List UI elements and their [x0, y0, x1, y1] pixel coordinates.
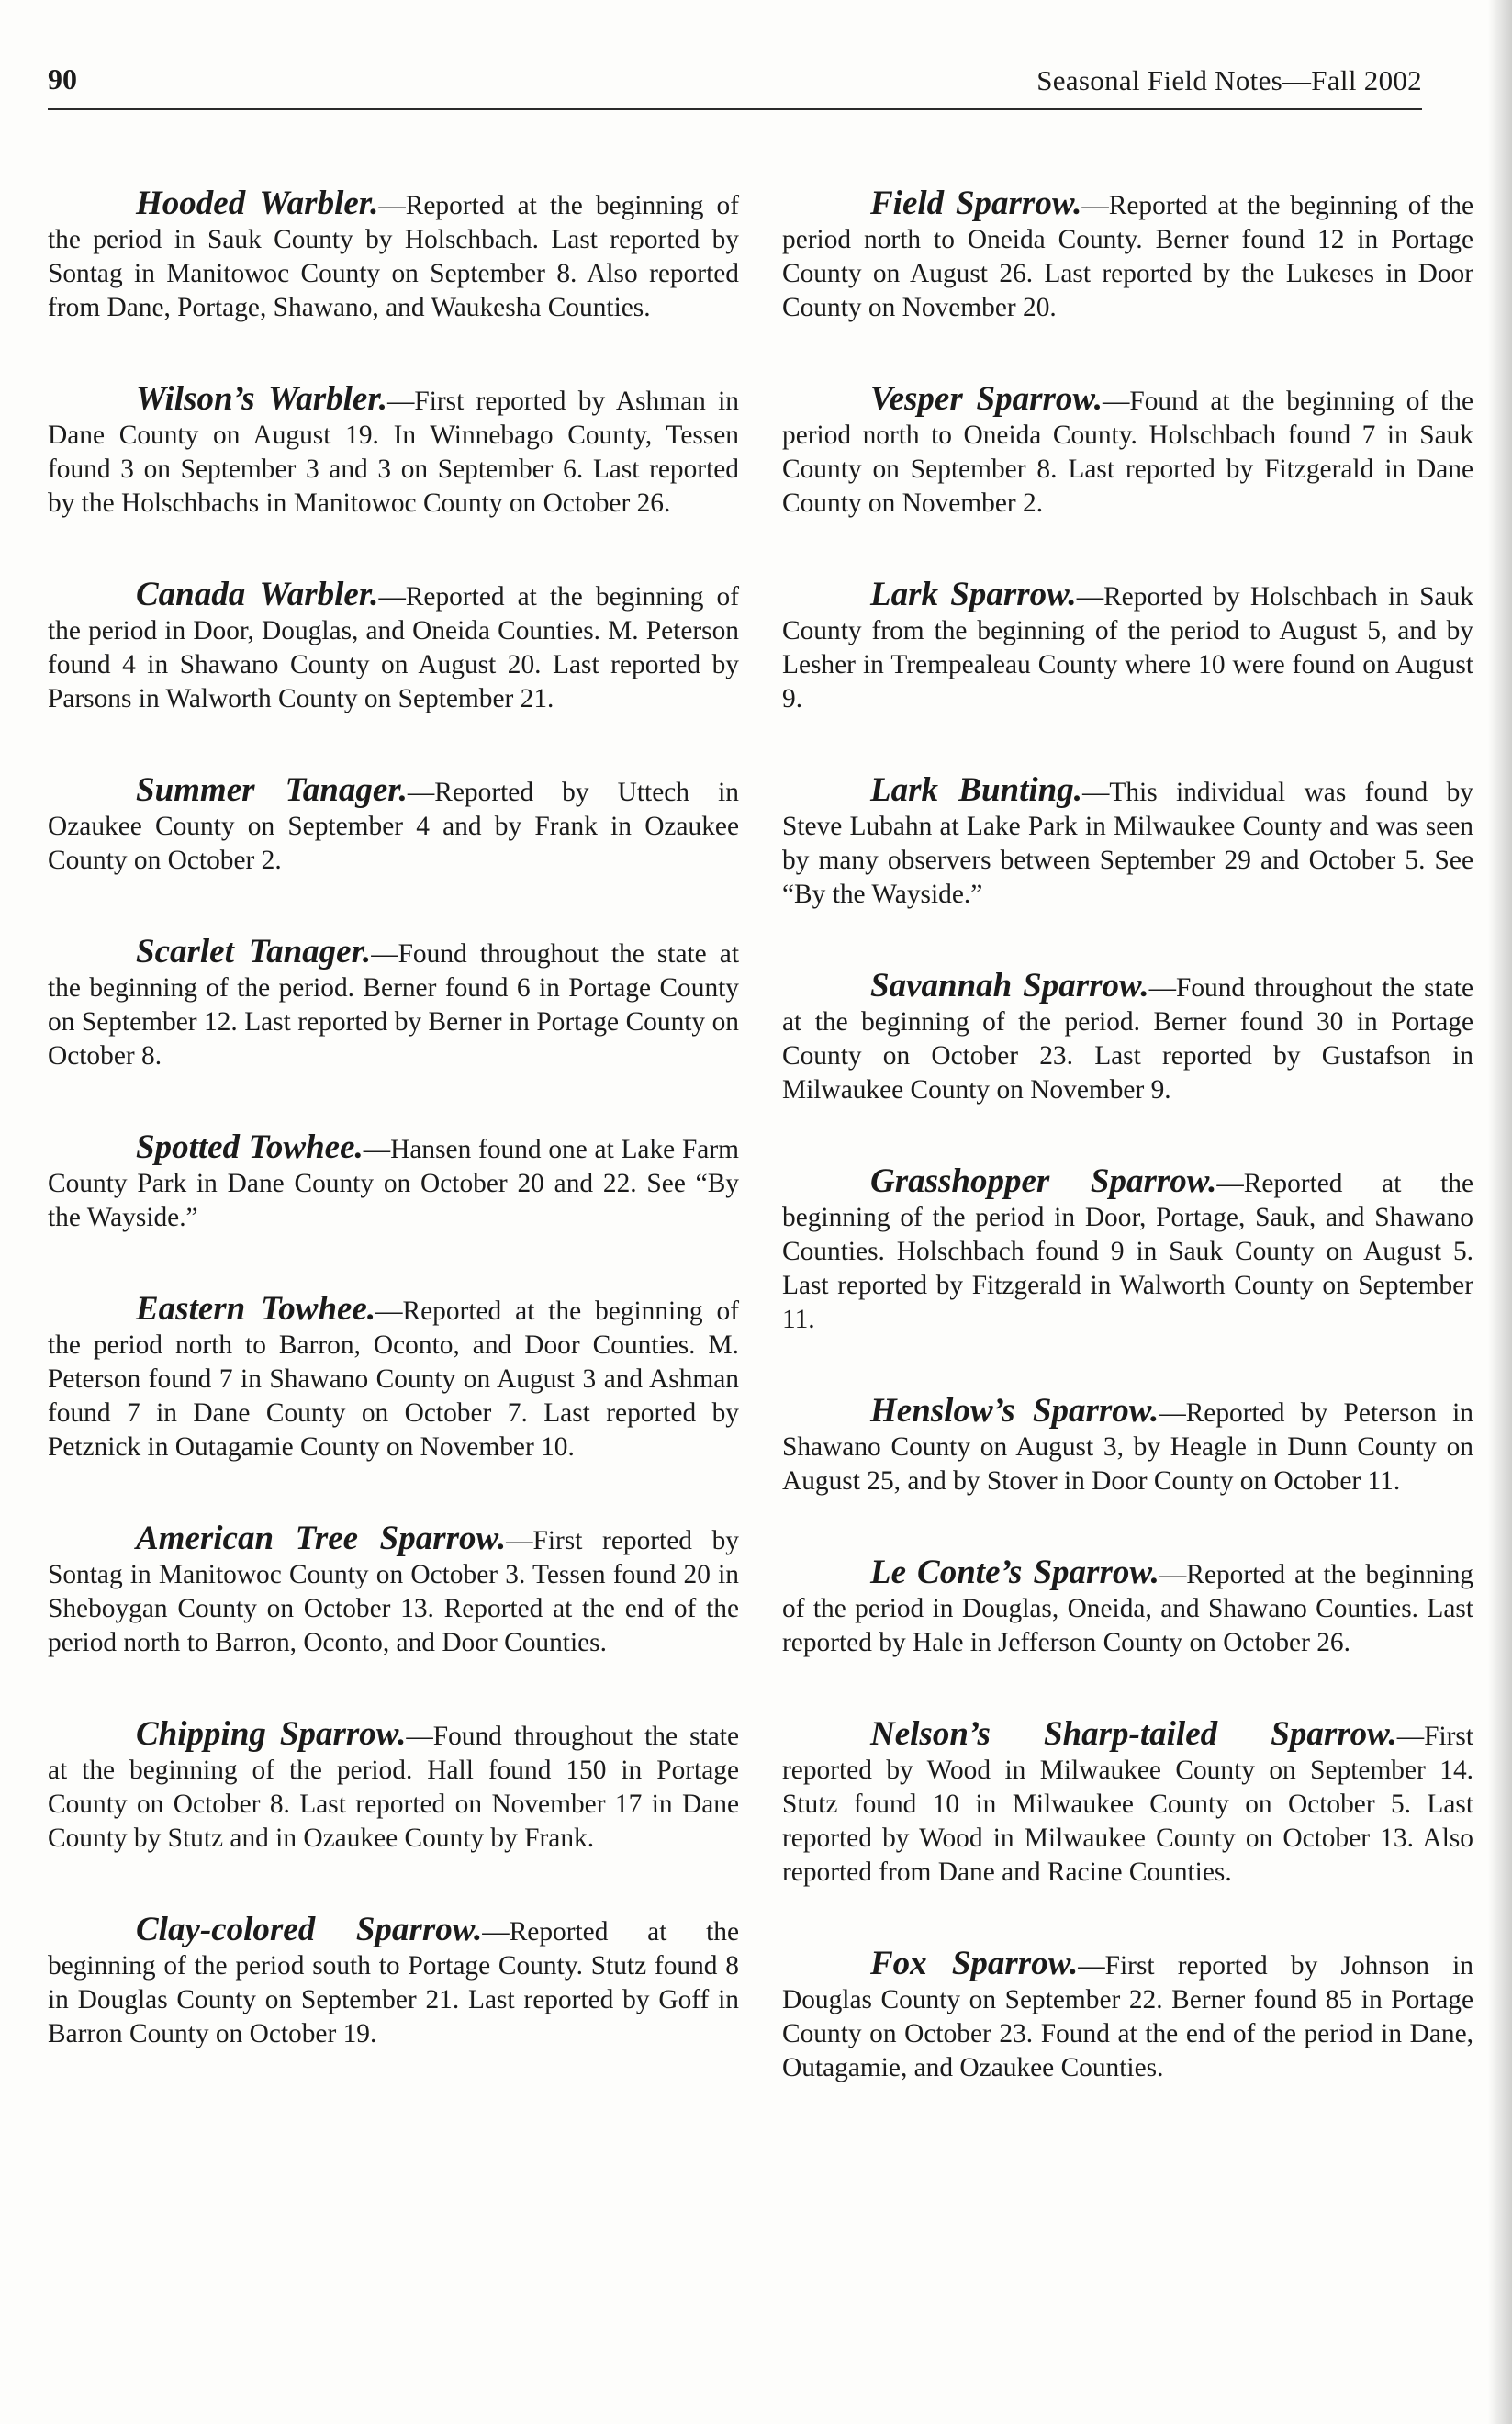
- species-name: Field Sparrow.: [870, 185, 1082, 222]
- species-entry: [782, 1555, 1473, 1660]
- species-note: —First reported by Ashman in Dane County on August 19. In Winnebago County, Tessen found 3 on September 3 and 3 on September 6. Last reported by the Holschbachs in Manitowoc County on October 26.: [48, 387, 739, 518]
- species-entry: [48, 935, 739, 1073]
- species-entry: [782, 773, 1473, 912]
- species-entry: [48, 1130, 739, 1235]
- species-name: Eastern Towhee.: [136, 1290, 376, 1328]
- species-entry: [782, 1717, 1473, 1890]
- species-name: Savannah Sparrow.: [870, 967, 1149, 1004]
- species-note: —Reported by Holschbach in Sauk County from the beginning of the period to August 5, and by Lesher in Trempealeau County where 10 were found on August 9.: [782, 582, 1473, 713]
- species-entry: [48, 1913, 739, 2051]
- species-entry: [782, 578, 1473, 716]
- species-entry: [782, 186, 1473, 325]
- species-entry: [782, 382, 1473, 521]
- species-entry: [782, 969, 1473, 1107]
- species-note: —Found throughout the state at the beginning of the period. Hall found 150 in Portage County on October 8. Last reported on November 17 in Dane County by Stutz and in Ozaukee County by Frank.: [48, 1722, 740, 1853]
- species-note: —First reported by Johnson in Douglas County on September 22. Berner found 85 in Portage County on October 23. Found at the end of the period in Dane, Outagamie, and Ozaukee Counties.: [782, 1951, 1473, 2082]
- species-entry: [782, 1947, 1473, 2085]
- species-entry: [48, 1717, 739, 1856]
- species-note: —Reported by Uttech in Ozaukee County on September 4 and by Frank in Ozaukee County on October 2.: [48, 778, 739, 875]
- species-note: —Hansen found one at Lake Farm County Park in Dane County on October 20 and 22. See “By the Wayside.”: [48, 1135, 739, 1232]
- species-entry: [48, 382, 739, 521]
- species-note: —Reported at the beginning of the period in Sauk County by Holschbach. Last reported by Sontag in Manitowoc County on September 8. Also reported from Dane, Portage, Shawano, and Waukesha Counties.: [48, 191, 739, 322]
- species-note: —Reported at the beginning of the period in Door, Douglas, and Oneida Counties. M. Peterson found 4 in Shawano County on August 20. Last reported by Parsons in Walworth County on September 21.: [48, 582, 739, 713]
- species-note: —First reported by Sontag in Manitowoc County on October 3. Tessen found 20 in Sheboygan County on October 13. Reported at the end of the period north to Barron, Oconto, and Door Counties.: [48, 1526, 740, 1657]
- species-entry: [48, 578, 739, 716]
- species-name: Lark Sparrow.: [870, 576, 1077, 613]
- species-name: Clay-colored Sparrow.: [136, 1911, 483, 1948]
- species-name: Vesper Sparrow.: [870, 380, 1103, 418]
- species-name: Summer Tanager.: [136, 771, 408, 809]
- species-name: Lark Bunting.: [870, 771, 1082, 809]
- species-name: American Tree Sparrow.: [136, 1520, 507, 1557]
- species-entry: [48, 1521, 739, 1660]
- species-name: Hooded Warbler.: [136, 185, 379, 222]
- species-note: —Reported at the beginning of the period north to Barron, Oconto, and Door Counties. M. Peterson found 7 in Shawano County on August 3 and Ashman found 7 in Dane County on October 7. Last reported by Petznick in Outagamie County on November 10.: [48, 1296, 739, 1462]
- species-name: Spotted Towhee.: [136, 1128, 364, 1166]
- species-name: Scarlet Tanager.: [136, 933, 372, 971]
- species-note: —Reported at the beginning of the period in Door, Portage, Sauk, and Shawano Counties. Holschbach found 9 in Sauk County on August 5. Last reported by Fitzgerald in Walworth County on September 11.: [782, 1169, 1474, 1334]
- species-note: —Found throughout the state at the beginning of the period. Berner found 30 in Portage County on October 23. Last reported by Gustafson in Milwaukee County on November 9.: [782, 973, 1473, 1105]
- species-name: Henslow’s Sparrow.: [870, 1392, 1159, 1430]
- species-entry: [48, 1292, 739, 1464]
- species-entry: [782, 1164, 1473, 1337]
- left-column: [48, 186, 739, 2108]
- page-number: 90: [48, 62, 77, 95]
- species-note: —This individual was found by Steve Lubahn at Lake Park in Milwaukee County and was seen by many observers between September 29 and October 5. See “By the Wayside.”: [782, 778, 1473, 909]
- species-name: Canada Warbler.: [136, 576, 379, 613]
- right-column: [782, 186, 1473, 2142]
- species-name: Wilson’s Warbler.: [136, 380, 387, 418]
- species-note: —First reported by Wood in Milwaukee County on September 14. Stutz found 10 in Milwaukee County on October 5. Last reported by Wood in Milwaukee County on October 13. Also reported from Dane and Racine Counties.: [782, 1722, 1473, 1887]
- species-name: Le Conte’s Sparrow.: [870, 1554, 1159, 1591]
- species-note: —Reported at the beginning of the period south to Portage County. Stutz found 8 in Douglas County on September 21. Last reported by Goff in Barron County on October 19.: [48, 1917, 739, 2048]
- page-header: [48, 57, 1422, 110]
- species-note: —Found at the beginning of the period north to Oneida County. Holschbach found 7 in Sauk County on September 8. Last reported by Fitzgerald in Dane County on November 2.: [782, 387, 1473, 518]
- species-name: Nelson’s Sharp-tailed Sparrow.: [870, 1715, 1397, 1753]
- species-note: —Reported at the beginning of the period north to Oneida County. Berner found 12 in Portage County on August 26. Last reported by the Lukeses in Door County on November 20.: [782, 191, 1474, 322]
- species-entry: [782, 1394, 1473, 1498]
- species-note: —Reported by Peterson in Shawano County on August 3, by Heagle in Dunn County on August 25, and by Stover in Door County on October 11.: [782, 1398, 1473, 1496]
- species-note: —Reported at the beginning of the period in Douglas, Oneida, and Shawano Counties. Last reported by Hale in Jefferson County on October 26.: [782, 1560, 1473, 1657]
- species-name: Fox Sparrow.: [870, 1945, 1079, 1982]
- species-note: —Found throughout the state at the beginning of the period. Berner found 6 in Portage County on September 12. Last reported by Berner in Portage County on October 8.: [48, 939, 739, 1071]
- species-entry: [48, 186, 739, 325]
- species-entry: [48, 773, 739, 878]
- page-edge-shadow: [1488, 0, 1512, 2424]
- species-name: Chipping Sparrow.: [136, 1715, 407, 1753]
- running-title: Seasonal Field Notes—Fall 2002: [1036, 64, 1422, 96]
- species-name: Grasshopper Sparrow.: [870, 1162, 1217, 1200]
